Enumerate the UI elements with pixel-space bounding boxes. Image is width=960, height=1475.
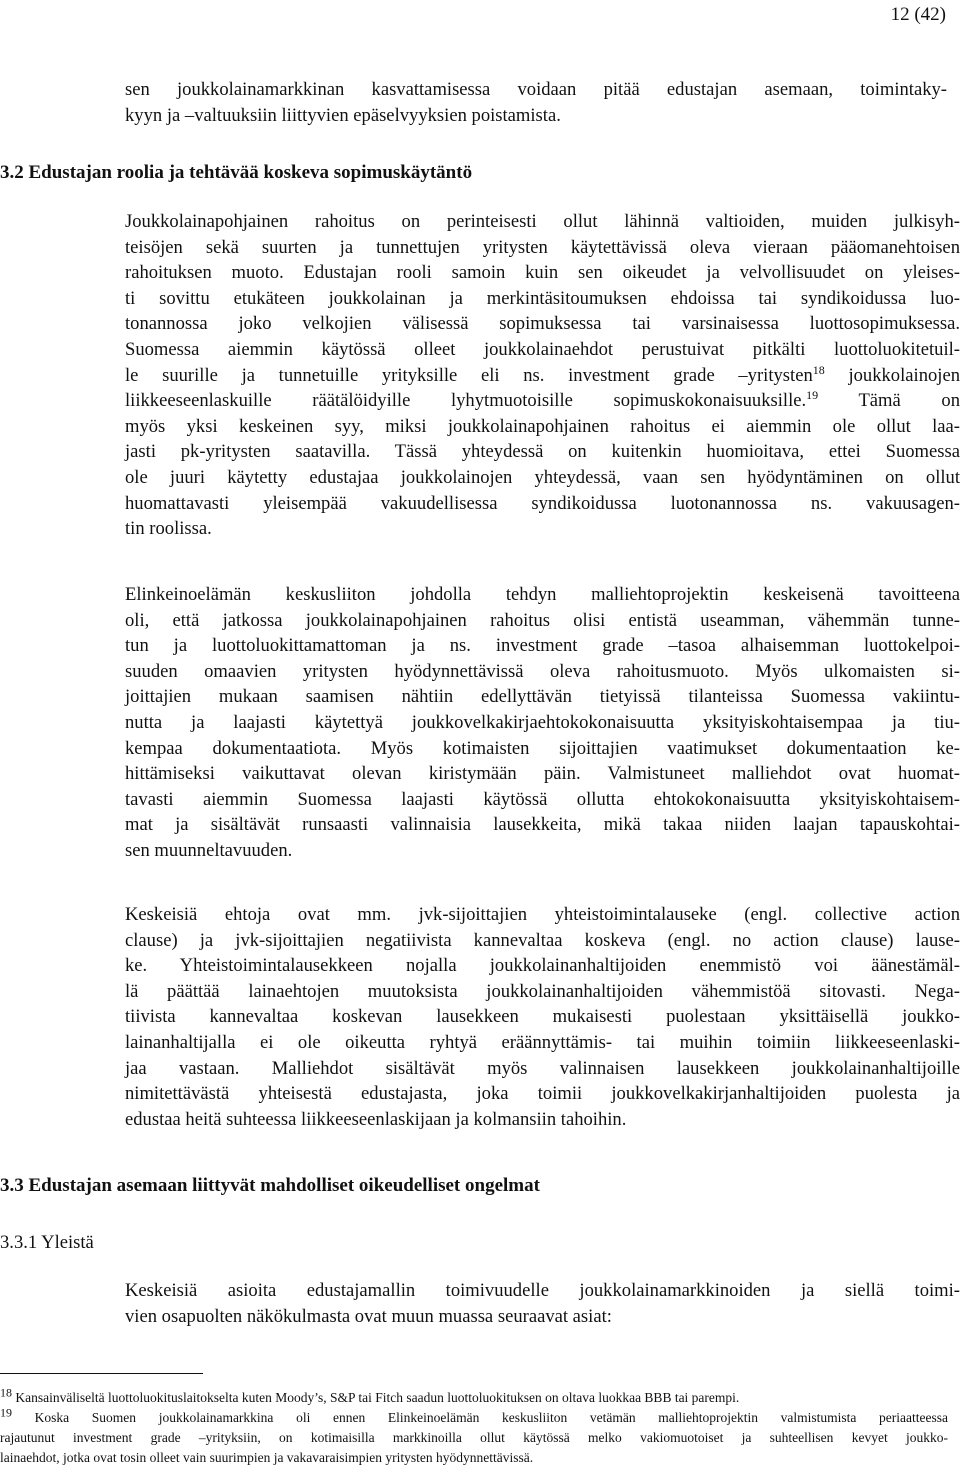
text-line: Keskeisiä asioita edustajamallin toimivuudelle joukkolainamarkkinoiden ja siellä toimi- — [125, 1280, 960, 1301]
text-line: clause) ja jvk-sijoittajien negatiivista kannevaltaa koskeva (engl. no action clause) lause- — [125, 929, 960, 951]
text-line: ti sovittu etukäteen joukkolainan ja merkintäsitoumuksen ehdoissa tai syndikoidussa luo- — [125, 287, 960, 309]
section-3-2-paragraph-1 — [125, 209, 960, 542]
text-line: Keskeisiä ehtoja ovat mm. jvk-sijoittajien yhteistoimintalauseke (engl. collective action — [125, 904, 960, 925]
text-line — [125, 388, 960, 414]
text-line — [125, 363, 960, 389]
text-line: myös yksi keskeinen syy, miksi joukkolainapohjainen rahoitus ei aiemmin ole ollut laa- — [125, 415, 960, 437]
footnote-text: rajautunut investment grade –yrityksiin, on kotimaisilla markkinoilla ollut käytössä melko vakiomuotoiset ja suhteellisen kevyet joukko- — [0, 1430, 948, 1445]
text-segment: le suurille ja tunnetuille yrityksille eli ns. investment grade –yritysten — [125, 364, 813, 386]
text-line: huomattavasti yleisempää vakuudellisessa syndikoidussa luotonannossa ns. vakuusagen- — [125, 492, 960, 514]
text-line: lä päättää lainaehtojen muutoksista joukkolainanhaltijoiden vähemmistöä sitovasti. Nega- — [125, 980, 960, 1002]
text-line: joittajien mukaan saamisen nähtiin edellyttävän tietyissä tilanteissa Suomessa vakiintu- — [125, 686, 960, 708]
text-line: sen joukkolainamarkkinan kasvattamisessa voidaan pitää edustajan asemaan, toimintaky- — [125, 79, 947, 100]
page-number: 12 (42) — [890, 4, 946, 25]
footnotes — [0, 1385, 949, 1468]
text-segment: Tämä on — [818, 390, 960, 412]
text-line: nimitettävästä yhteisestä edustajasta, joka toimii joukkovelkakirjanhaltijoiden puolesta ja — [125, 1083, 960, 1105]
text-line: teisöjen sekä suurten ja tunnettujen yritysten käytettävissä oleva vieraan pääomanehtoisen — [125, 236, 960, 258]
text-line: kempaa dokumentaatiota. Myös kotimaisten sijoittajien vaatimukset dokumentaation ke- — [125, 737, 960, 759]
text-line: nutta ja laajasti käytettyä joukkovelkakirjaehtokokonaisuutta yksityiskohtaisempaa ja tiu- — [125, 711, 960, 733]
subsection-heading-3-3-1: 3.3.1 Yleistä — [0, 1232, 94, 1253]
text-line: rahoituksen muoto. Edustajan rooli samoin kuin sen oikeudet ja velvollisuudet on yleises- — [125, 262, 960, 284]
text-line: jasti pk-yritysten saatavilla. Tässä yhteydessä on kuitenkin huomioitava, ettei Suomessa — [125, 441, 960, 463]
text-line: hittämiseksi vaikuttavat olevan kiristymään päin. Valmistuneet malliehdot ovat huomat- — [125, 763, 960, 785]
text-line: tin roolissa. — [125, 518, 212, 540]
text-line: tiivista kannevaltaa koskevan lausekkeen mukaisesti puolestaan yksittäisellä joukko- — [125, 1006, 960, 1028]
text-line — [0, 1405, 949, 1428]
text-line: jaa vastaan. Malliehdot sisältävät myös valinnaisen lausekkeen joukkolainanhaltijoille — [125, 1057, 960, 1079]
text-line: vien osapuolten näkökulmasta ovat muun muassa seuraavat asiat: — [125, 1305, 612, 1327]
footnote-text: Kansainväliseltä luottoluokituslaitokselta kuten Moody’s, S&P tai Fitch saadun luottoluokituksen on oltava luokkaa BBB tai parempi. — [15, 1390, 740, 1405]
footnote-number: 18 — [0, 1385, 12, 1400]
text-line: tavasti aiemmin Suomessa laajasti käytössä ollutta ehtokokonaisuutta yksityiskohtaisem- — [125, 788, 960, 810]
text-segment: joukkolainojen — [824, 364, 960, 386]
section-3-2-paragraph-3 — [125, 902, 960, 1132]
text-line: tun ja luottoluokittamattoman ja ns. investment grade –tasoa alhaisemman luottokelpoi- — [125, 635, 960, 657]
section-heading-3-2: 3.2 Edustajan roolia ja tehtävää koskeva sopimuskäytäntö — [0, 162, 473, 183]
section-3-2-paragraph-2 — [125, 582, 960, 864]
section-3-3-1-paragraph — [125, 1278, 960, 1329]
text-line: mat ja sisältävät runsaasti valinnaisia lausekkeita, mikä takaa niiden laajan tapauskohtai- — [125, 814, 960, 836]
footnote-ref-18[interactable]: 18 — [812, 362, 825, 377]
text-line: Suomessa aiemmin käytössä olleet joukkolainaehdot perustuivat pitkälti luottoluokitetuil- — [125, 338, 960, 360]
footnote-text: Koska Suomen joukkolainamarkkina oli ennen Elinkeinoelämän keskusliiton vetämän malliehtoprojektin valmistumista periaatteessa — [34, 1410, 949, 1425]
text-line: oli, että jatkossa joukkolainapohjainen rahoitus olisi entistä useamman, vähemmän tunne- — [125, 609, 960, 631]
footnote-separator — [0, 1373, 203, 1374]
text-line: tonannossa joko velkojien välisessä sopimuksessa tai varsinaisessa luottosopimuksessa. — [125, 313, 960, 335]
text-line: suuden omaavien yritysten hyödynnettävissä oleva rahoitusmuoto. Myös ulkomaisten si- — [125, 660, 960, 682]
footnote-ref-19[interactable]: 19 — [806, 387, 819, 402]
section-heading-3-3: 3.3 Edustajan asemaan liittyvät mahdolliset oikeudelliset ongelmat — [0, 1175, 540, 1196]
text-segment: liikkeeseenlaskuille räätälöidyille lyhytmuotoisille sopimuskokonaisuuksille. — [125, 390, 807, 412]
text-line: edustaa heitä suhteessa liikkeeseenlaskijaan ja kolmansiin tahoihin. — [125, 1108, 627, 1130]
text-line: ole juuri käytetty edustajaa joukkolainojen yhteydessä, vaan sen hyödyntäminen on ollut — [125, 466, 960, 488]
intro-paragraph — [125, 77, 947, 128]
text-line: ke. Yhteistoimintalausekkeen nojalla joukkolainanhaltijoiden enemmistö voi äänestämäl- — [125, 955, 960, 977]
text-line: kyyn ja –valtuuksiin liittyvien epäselvyyksien poistamista. — [125, 104, 561, 126]
footnote-text: lainaehdot, jotka ovat tosin olleet vain suurimpien ja vakavaraisimpien yritysten hyödynnettävissä. — [0, 1450, 534, 1465]
footnote-19 — [0, 1405, 949, 1468]
text-line: Joukkolainapohjainen rahoitus on perinteisesti ollut lähinnä valtioiden, muiden julkisyh- — [125, 211, 960, 232]
text-line: sen muunneltavuuden. — [125, 839, 293, 861]
footnote-18 — [0, 1385, 948, 1408]
text-line: Elinkeinoelämän keskusliiton johdolla tehdyn malliehtoprojektin keskeisenä tavoitteena — [125, 584, 960, 605]
footnote-number: 19 — [0, 1405, 12, 1420]
text-line: lainanhaltijalla ei ole oikeutta ryhtyä eräännyttämis- tai muihin toimiin liikkeeseenlaski- — [125, 1031, 960, 1053]
